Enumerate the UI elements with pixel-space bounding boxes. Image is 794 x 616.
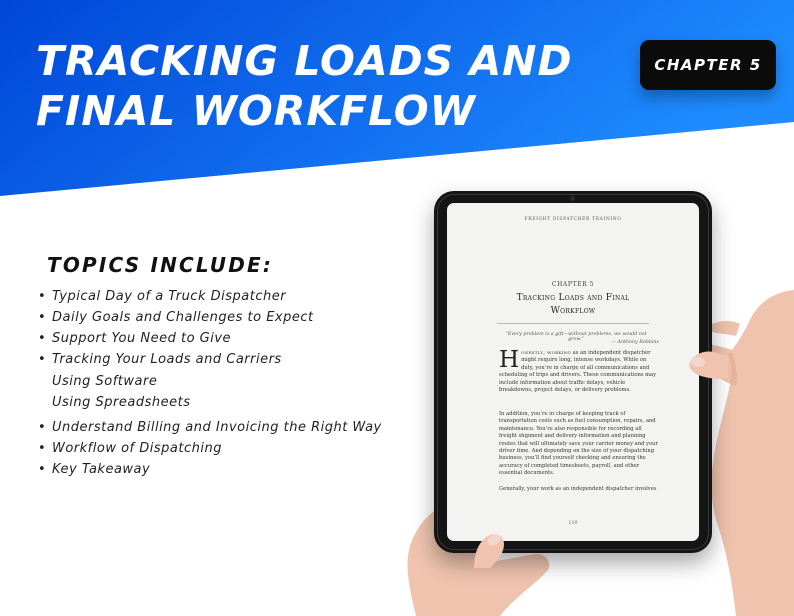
- topics-heading: TOPICS INCLUDE:: [47, 253, 274, 277]
- camera-icon: [570, 196, 575, 201]
- topic-item: • Understand Billing and Invoicing the Right Way: [38, 417, 382, 438]
- ebook-chapter-title: [477, 292, 669, 318]
- paragraph-lead: onestly, working: [521, 350, 571, 356]
- drop-cap: H: [499, 347, 520, 373]
- ebook-title-line-1: Tracking Loads and Final: [516, 293, 630, 303]
- ebook-paragraph: [499, 347, 659, 394]
- ebook-paragraph: Generally, your work as an independent dispatcher involves: [499, 486, 657, 492]
- topic-item: • Daily Goals and Challenges to Expect: [38, 307, 382, 328]
- ebook-title-line-2: Workflow: [550, 306, 596, 316]
- topics-list: [38, 286, 382, 480]
- topic-item: • Typical Day of a Truck Dispatcher: [38, 286, 382, 307]
- page-title: [36, 36, 573, 136]
- ebook-paragraph: In addition, you’re in charge of keeping track of transportation costs such as fuel consumption, repairs, and maintenance. You’re also responsible for recording all freight shipment and delivery information and planning routes that will ultimately save your carrier money and your driver time. And depending on the size of your dispatching business, you’ll find yourself checking and ensuring the accuracy of completed timesheets, payroll, and other essential documents.: [499, 411, 658, 477]
- divider: [497, 323, 649, 324]
- ebook-page: [447, 203, 699, 541]
- page-number: 110: [568, 521, 578, 526]
- running-head: FREIGHT DISPATCHER TRAINING: [524, 217, 622, 222]
- chapter-badge: CHAPTER 5: [640, 40, 776, 90]
- topic-subitem: Using Software: [52, 374, 158, 389]
- topic-subitem: Using Spreadsheets: [52, 395, 191, 410]
- topic-item: • Tracking Your Loads and Carriers: [38, 349, 382, 370]
- tablet-device: [434, 191, 712, 553]
- right-fingertip-illustration: [688, 348, 728, 382]
- topic-item: • Support You Need to Give: [38, 328, 382, 349]
- title-line-1: TRACKING LOADS AND: [36, 37, 573, 85]
- paragraph-text: as an independent dispatcher might require long, intense workdays. While on duty, you’re in charge of all communications and scheduling of trips and drivers. These communications may include information about traffic delays, vehicle breakdowns, project delays, or delivery problems.: [499, 350, 657, 394]
- left-thumb-illustration: [470, 528, 510, 568]
- topic-item: • Workflow of Dispatching: [38, 438, 382, 459]
- epigraph-quote: “Every problem is a gift—without problems, we would not grow.”: [505, 332, 647, 342]
- ebook-chapter-label: CHAPTER 5: [551, 281, 595, 288]
- title-line-2: FINAL WORKFLOW: [36, 87, 476, 135]
- epigraph-attribution: — Anthony Robbins: [611, 340, 659, 345]
- topic-item: • Key Takeaway: [38, 459, 382, 480]
